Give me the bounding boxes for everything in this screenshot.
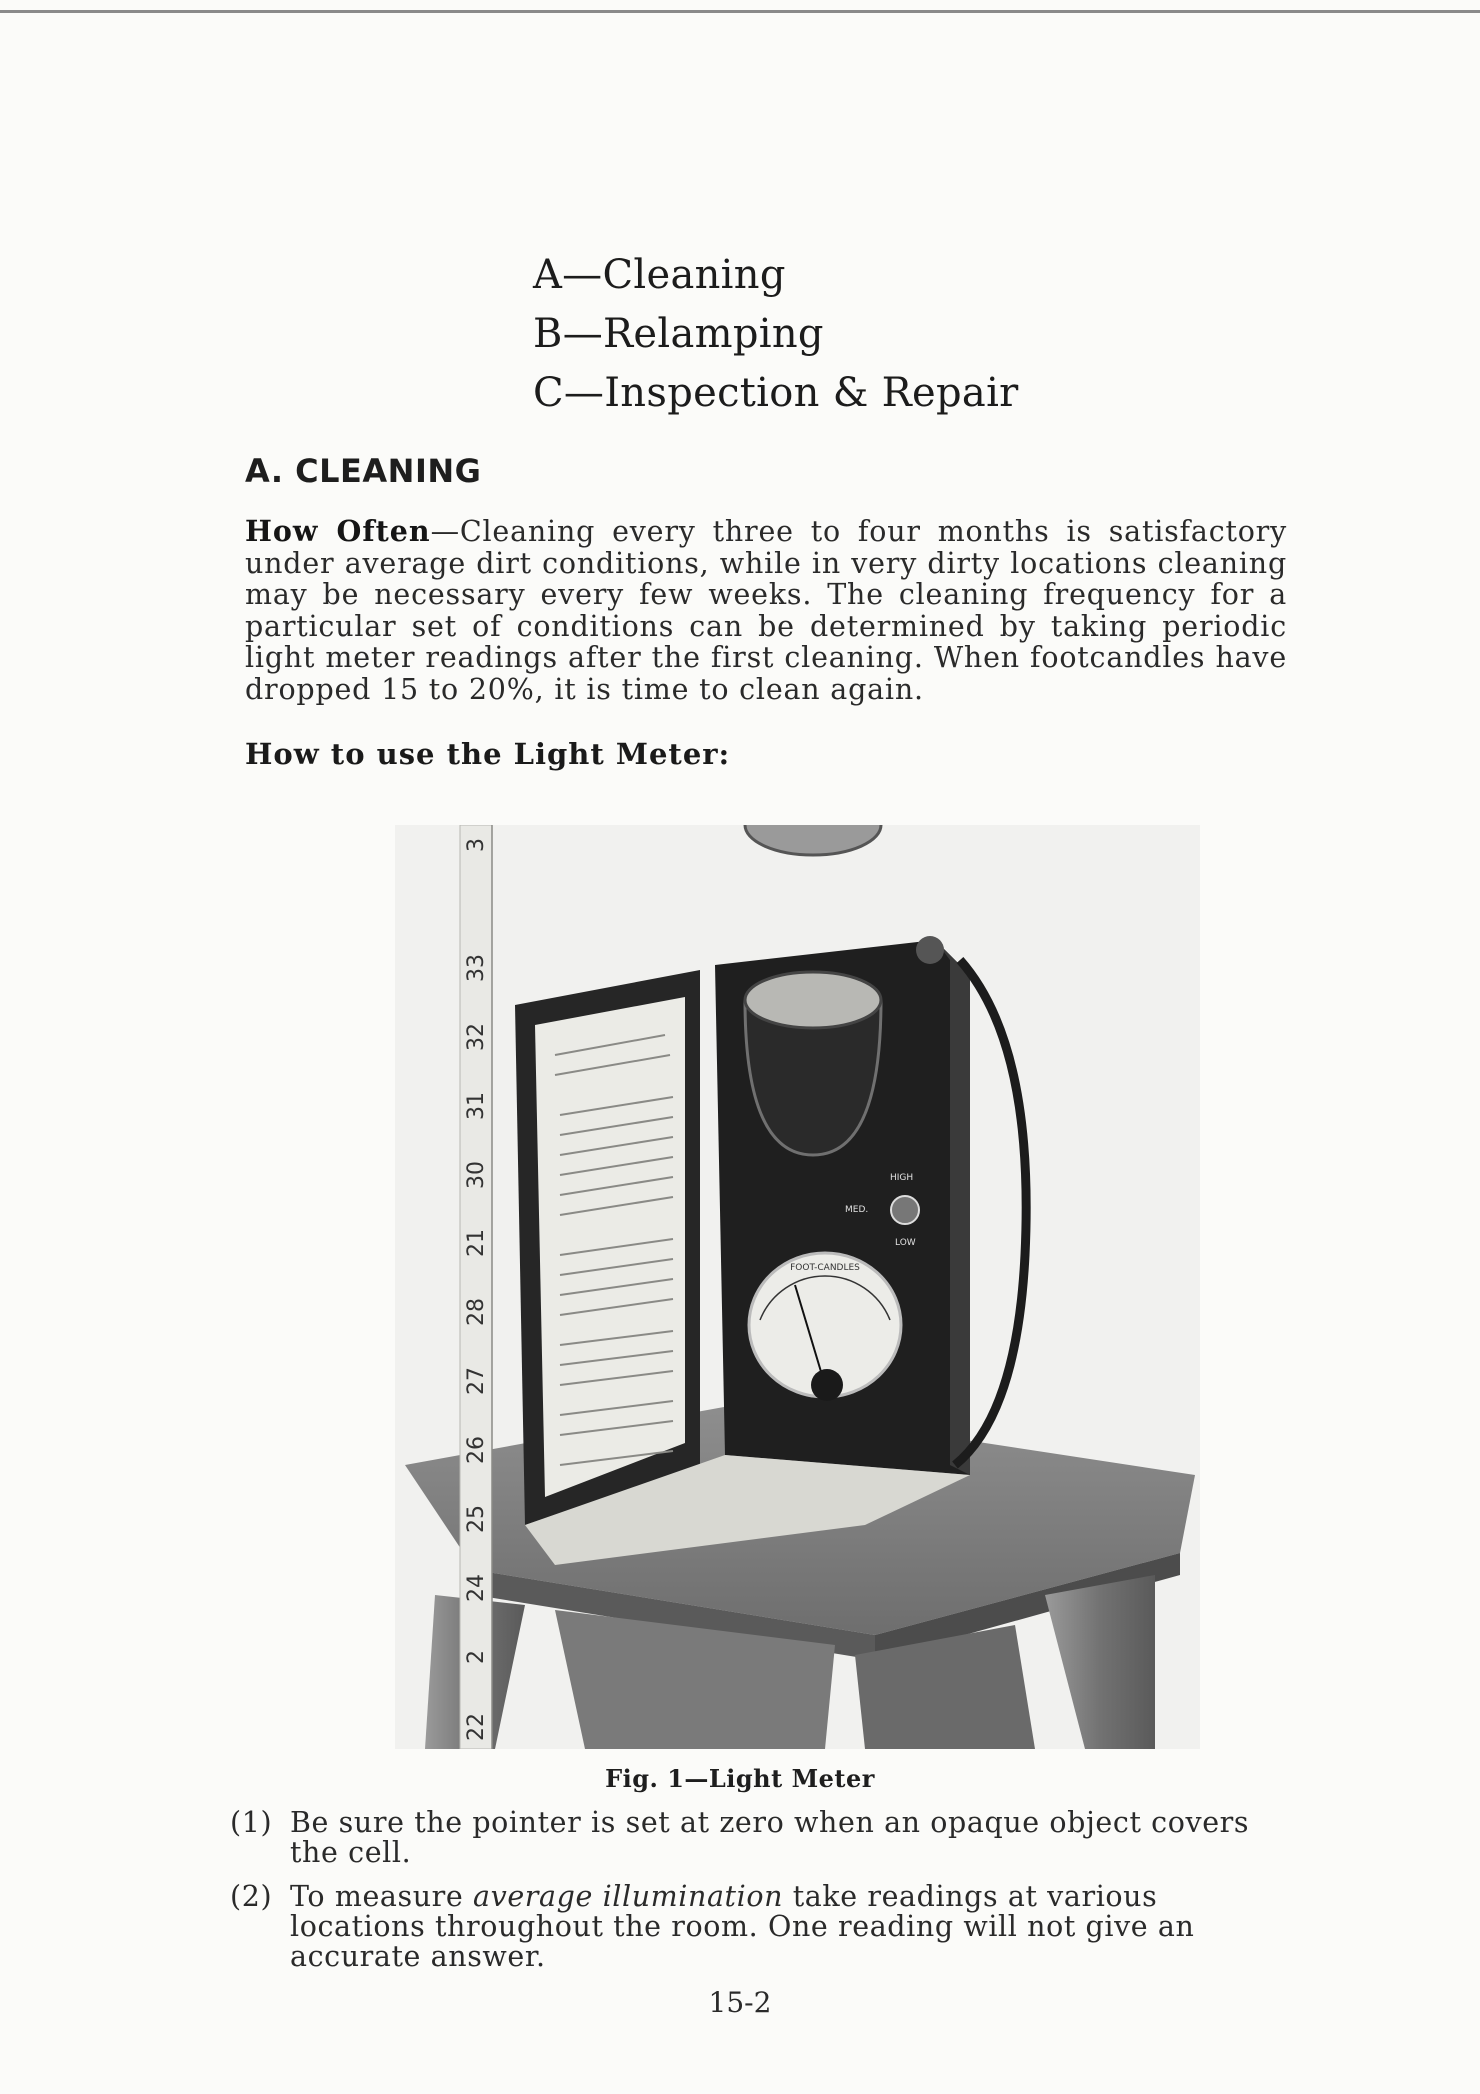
list-item bbox=[230, 1882, 1270, 1972]
ruler-number: 22 bbox=[464, 1713, 489, 1741]
step-number: (1) bbox=[230, 1806, 273, 1839]
top-rule bbox=[0, 10, 1480, 13]
steps-list bbox=[230, 1808, 1270, 1986]
step-text-end: take readings at various locations throughout the room. One reading will not give an accurate answer. bbox=[290, 1880, 1195, 1973]
switch-label-low: LOW bbox=[895, 1238, 916, 1248]
section-heading: A. CLEANING bbox=[245, 452, 482, 490]
light-meter-photo bbox=[395, 825, 1200, 1749]
ruler-number: 30 bbox=[464, 1161, 489, 1189]
contents-item-cleaning: A—Cleaning bbox=[533, 252, 786, 298]
ruler bbox=[460, 825, 492, 1749]
figure-caption: Fig. 1—Light Meter bbox=[605, 1764, 875, 1793]
ruler-number: 28 bbox=[464, 1298, 489, 1326]
ruler-number: 2 bbox=[464, 1650, 489, 1664]
step-emphasis: average illumination bbox=[473, 1880, 784, 1913]
ruler-number: 32 bbox=[464, 1023, 489, 1051]
dial-title: FOOT-CANDLES bbox=[790, 1263, 860, 1273]
step-number: (2) bbox=[230, 1880, 273, 1913]
ruler-number: 26 bbox=[464, 1436, 489, 1464]
switch-label-high: HIGH bbox=[890, 1173, 914, 1183]
page-number: 15-2 bbox=[708, 1986, 772, 2019]
contents-item-inspection: C—Inspection & Repair bbox=[533, 370, 1019, 416]
ruler-number: 27 bbox=[464, 1367, 489, 1395]
ruler-number: 25 bbox=[464, 1505, 489, 1533]
ruler-number: 33 bbox=[464, 954, 489, 982]
contents-item-relamping: B—Relamping bbox=[533, 311, 824, 357]
meter-case-lid bbox=[515, 970, 700, 1525]
ruler-number: 24 bbox=[464, 1574, 489, 1602]
how-often-paragraph bbox=[245, 516, 1287, 705]
switch-label-med: MED. bbox=[845, 1205, 869, 1215]
ruler-number: 21 bbox=[464, 1229, 489, 1257]
ruler-number: 31 bbox=[464, 1092, 489, 1120]
light-meter-subheading: How to use the Light Meter: bbox=[245, 737, 731, 771]
list-item bbox=[230, 1808, 1270, 1868]
how-often-lead: How Often bbox=[245, 514, 431, 548]
step-text-start: To measure bbox=[290, 1880, 474, 1913]
step-text: Be sure the pointer is set at zero when an opaque object covers the cell. bbox=[290, 1806, 1250, 1869]
how-often-body: —Cleaning every three to four months is satisfactory under average dirt conditions, while in very dirty locations cleaning may be necessary every few weeks. The cleaning frequency for a particular set of conditions can be determined by taking periodic light meter readings after the first cleaning. When footcandles have dropped 15 to 20%, it is time to clean again. bbox=[245, 515, 1287, 706]
ruler-number: 3 bbox=[464, 838, 489, 852]
contents-list bbox=[533, 246, 1019, 423]
